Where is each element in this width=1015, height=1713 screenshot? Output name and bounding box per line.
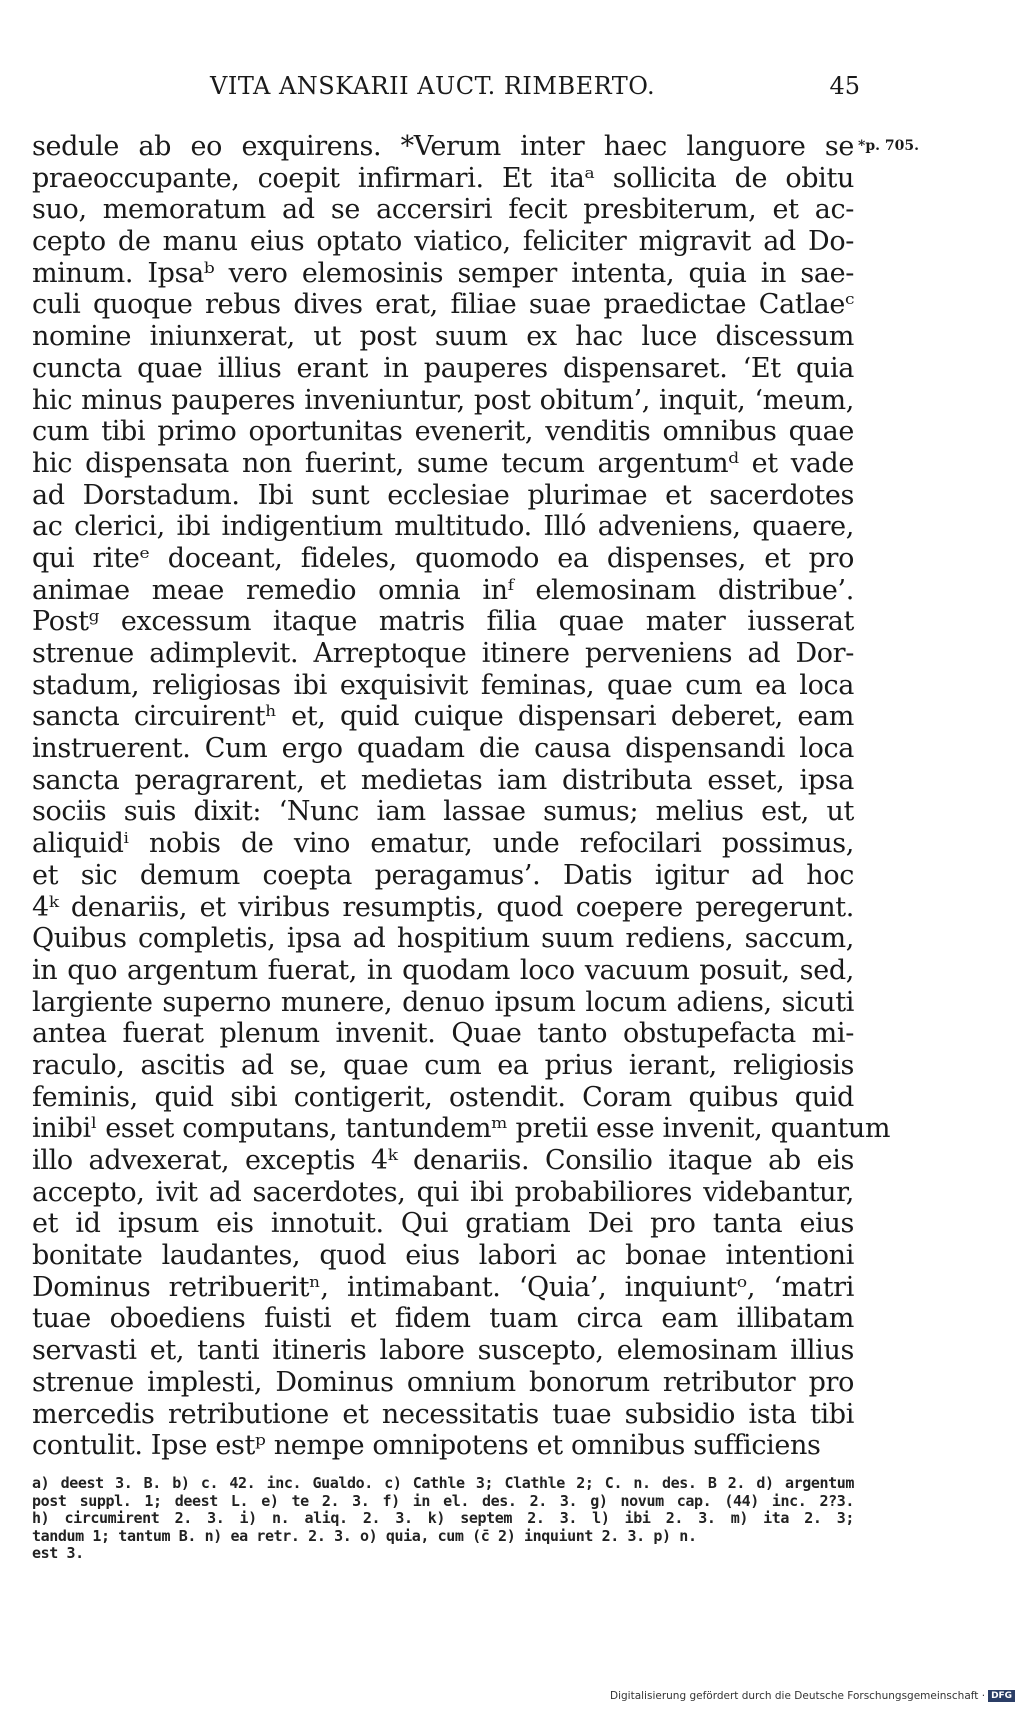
text-line: illo advexerat, exceptis 4ᵏ denariis. Consilio itaque ab eis	[32, 1145, 854, 1176]
digitization-credit	[610, 1690, 1013, 1702]
text-line: suo, memoratum ad se accersiri fecit presbiterum, et ac-	[32, 194, 854, 226]
text-line: cuncta quae illius erant in pauperes dispensaret. ‘Et quia	[32, 352, 854, 384]
text-line: strenue adimplevit. Arreptoque itinere perveniens ad Dor-	[32, 638, 854, 669]
text-line: instruerent. Cum ergo quadam die causa dispensandi loca	[32, 733, 854, 765]
text-line: sancta peragrarent, et medietas iam distributa esset, ipsa	[32, 764, 854, 796]
text-line: et sic demum coepta peragamus’. Datis igitur ad hoc	[32, 859, 854, 891]
text-line: in quo argentum fuerat, in quodam loco vacuum posuit, sed,	[32, 954, 854, 986]
text-line: ad Dorstadum. Ibi sunt ecclesiae plurimae et sacerdotes	[32, 479, 854, 511]
digitization-note: Digitalisierung gefördert durch die Deutsche Forschungsgemeinschaft ·	[610, 1690, 986, 1702]
text-line: raculo, ascitis ad se, quae cum ea prius ierant, religiosis	[32, 1049, 854, 1081]
text-line: stadum, religiosas ibi exquisivit feminas, quae cum ea loca	[32, 669, 854, 701]
text-line: praeoccupante, coepit infirmari. Et itaᵃ sollicita de obitu	[32, 162, 854, 194]
text-line: contulit. Ipse estᵖ nempe omnipotens et omnibus sufficiens	[32, 1430, 821, 1462]
text-line: antea fuerat plenum invenit. Quae tanto obstupefacta mi-	[32, 1018, 854, 1050]
text-line: nomine iniunxerat, ut post suum ex hac luce discessum	[32, 321, 854, 353]
text-line: qui riteᵉ doceant, fideles, quomodo ea dispenses, et pro	[32, 542, 854, 574]
footnote-line: post suppl. 1; deest L. e) te 2. 3. f) in el. des. 2. 3. g) novum cap. (44) inc. 2?3.	[32, 1491, 854, 1510]
text-line: sancta circuirentʰ et, quid cuique dispensari deberet, eam	[32, 701, 854, 733]
footnote-line: h) circumirent 2. 3. i) n. aliq. 2. 3. k) septem 2. 3. l) ibi 2. 3. m) ita 2. 3;	[32, 1509, 854, 1527]
text-line: culi quoque rebus dives erat, filiae suae praedictae Catlaeᶜ	[32, 289, 854, 321]
text-line: strenue implesti, Dominus omnium bonorum retributor pro	[32, 1366, 854, 1398]
text-line: mercedis retributione et necessitatis tuae subsidio ista tibi	[32, 1398, 854, 1430]
text-line: animae meae remedio omnia inᶠ elemosinam distribue’.	[32, 574, 854, 606]
text-line: aliquidⁱ nobis de vino ematur, unde refocilari possimus,	[32, 828, 854, 860]
text-line: servasti et, tanti itineris labore suscepto, elemosinam illius	[32, 1335, 854, 1367]
text-line: ac clerici, ibi indigentium multitudo. Illó adveniens, quaere,	[32, 511, 854, 543]
text-line: Dominus retribueritⁿ, intimabant. ‘Quia’, inquiuntᵒ, ‘matri	[32, 1271, 854, 1303]
text-line: cum tibi primo oportunitas evenerit, venditis omnibus quae	[32, 416, 854, 448]
text-line: inibiˡ esset computans, tantundemᵐ pretii esse invenit, quantum	[32, 1113, 891, 1145]
text-line: sociis suis dixit: ‘Nunc iam lassae sumus; melius est, ut	[32, 796, 854, 828]
footnotes	[32, 1475, 854, 1563]
text-line: hic dispensata non fuerint, sume tecum argentumᵈ et vade	[32, 447, 854, 479]
text-line: accepto, ivit ad sacerdotes, qui ibi probabiliores videbantur,	[32, 1176, 854, 1208]
dfg-logo: DFG	[988, 1690, 1015, 1702]
text-line: bonitate laudantes, quod eius labori ac bonae intentioni	[32, 1240, 854, 1272]
footnote-line: est 3.	[32, 1544, 84, 1562]
text-line: 4ᵏ denariis, et viribus resumptis, quod coepere peregerunt.	[32, 891, 854, 923]
running-title: VITA ANSKARII AUCT. RIMBERTO.	[210, 72, 656, 100]
text-line: hic minus pauperes inveniuntur, post obitum’, inquit, ‘meum,	[32, 384, 854, 416]
text-line: et id ipsum eis innotuit. Qui gratiam Dei pro tanta eius	[32, 1208, 854, 1240]
text-line: sedule ab eo exquirens. *Verum inter haec languore se	[32, 131, 854, 162]
text-line: Quibus completis, ipsa ad hospitium suum rediens, saccum,	[32, 923, 854, 955]
footnote-line: tandum 1; tantum B. n) ea retr. 2. 3. o) quia, cum (c̄ 2) inquiunt 2. 3. p) n.	[32, 1526, 697, 1545]
margin-page-reference: *p. 705.	[858, 138, 919, 154]
text-line: minum. Ipsaᵇ vero elemosinis semper intenta, quia in sae-	[32, 257, 854, 289]
text-line: tuae oboediens fuisti et fidem tuam circa eam illibatam	[32, 1303, 854, 1335]
text-line: cepto de manu eius optato viatico, feliciter migravit ad Do-	[32, 226, 854, 258]
footnote-line: a) deest 3. B. b) c. 42. inc. Gualdo. c) Cathle 3; Clathle 2; C. n. des. B 2. d) argentum	[32, 1474, 854, 1492]
page-number: 45	[829, 72, 860, 100]
text-line: feminis, quid sibi contigerit, ostendit. Coram quibus quid	[32, 1081, 854, 1113]
text-line: largiente superno munere, denuo ipsum locum adiens, sicuti	[32, 986, 854, 1018]
text-line: Postᵍ excessum itaque matris filia quae mater iusserat	[32, 606, 854, 638]
